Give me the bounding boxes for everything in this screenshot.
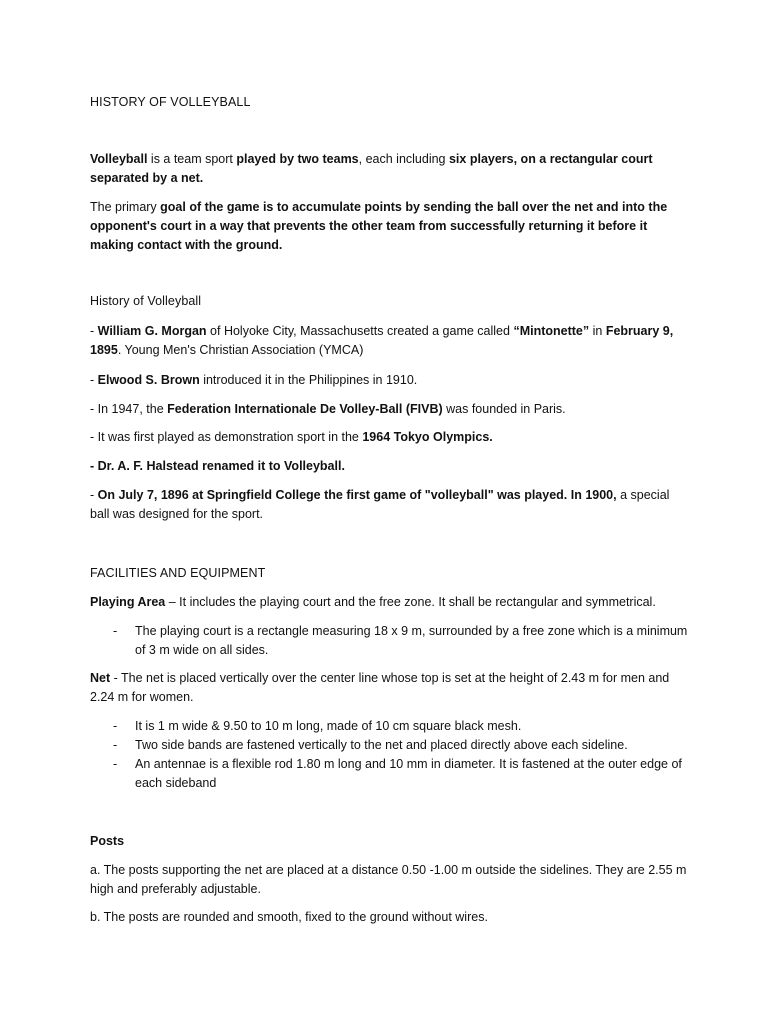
text-run: - — [90, 324, 98, 338]
bold-text-run: - Dr. A. F. Halstead renamed it to Volleyball. — [90, 459, 345, 473]
list-item — [90, 736, 690, 755]
text-run: - — [90, 488, 98, 502]
text-run: in — [589, 324, 606, 338]
dash-bullet: - — [113, 757, 118, 771]
dash-bullet: - — [113, 624, 118, 638]
dash-bullet: - — [113, 738, 118, 752]
bold-text-run: Elwood S. Brown — [97, 373, 200, 387]
bold-text-run: goal of the game is to accumulate points by sending the ball over the net and into the opponent's court in a way that prevents the other team from successfully returning it before it making contact with the ground. — [90, 200, 668, 252]
text-run: The primary — [90, 200, 161, 214]
list-item-text: An antennae is a flexible rod 1.80 m long and 10 mm in diameter. It is fastened at the outer edge of each sideband — [135, 757, 682, 790]
text-run: was founded in Paris. — [442, 402, 566, 416]
net-label: Net — [90, 671, 111, 685]
text-run: is a team sport — [147, 152, 237, 166]
bold-text-run: Posts — [90, 834, 125, 848]
history-item-halstead — [90, 457, 690, 476]
list-item-text: Two side bands are fastened vertically to the net and placed directly above each sideline. — [135, 738, 628, 752]
list-item — [90, 755, 690, 793]
intro-paragraph-2 — [90, 198, 690, 255]
list-item-text: The playing court is a rectangle measuring 18 x 9 m, surrounded by a free zone which is a minimum of 3 m wide on all sides. — [135, 624, 688, 657]
dash-bullet: - — [113, 719, 118, 733]
text-run: - — [90, 373, 98, 387]
bold-text-run: Federation Internationale De Volley-Ball (FIVB) — [167, 402, 443, 416]
history-item-brown — [90, 371, 690, 390]
text-run: of Holyoke City, Massachusetts created a game called — [206, 324, 514, 338]
document-title: HISTORY OF VOLLEYBALL — [90, 95, 251, 109]
posts-paragraph-b: b. The posts are rounded and smooth, fixed to the ground without wires. — [90, 910, 488, 924]
text-run: introduced it in the Philippines in 1910. — [199, 373, 418, 387]
facilities-heading: FACILITIES AND EQUIPMENT — [90, 566, 266, 580]
playing-area-paragraph — [90, 593, 690, 612]
list-item-text: It is 1 m wide & 9.50 to 10 m long, made of 10 cm square black mesh. — [135, 719, 522, 733]
intro-paragraph-1 — [90, 150, 690, 188]
bold-text-run: played by two teams — [236, 152, 359, 166]
volleyball-term: Volleyball — [90, 152, 148, 166]
history-item-fivb — [90, 400, 690, 419]
bold-text-run: “Mintonette” — [513, 324, 590, 338]
history-item-olympics — [90, 428, 690, 447]
bold-text-run: On July 7, 1896 at Springfield College the first game of "volleyball" was played. In 1900, — [97, 488, 617, 502]
text-run: , each including — [358, 152, 449, 166]
net-paragraph — [90, 669, 690, 707]
history-heading: History of Volleyball — [90, 294, 202, 308]
text-run: a special ball was designed for the sport. — [90, 488, 670, 521]
playing-area-list — [90, 622, 690, 660]
text-run: - In 1947, the — [90, 402, 168, 416]
text-run: . Young Men's Christian Association (YMCA) — [117, 343, 364, 357]
net-list — [90, 717, 690, 793]
list-item — [90, 622, 690, 660]
bold-text-run: William G. Morgan — [97, 324, 207, 338]
bold-text-run: 1964 Tokyo Olympics. — [362, 430, 493, 444]
text-run: - The net is placed vertically over the center line whose top is set at the height of 2.43 m for men and 2.24 m for women. — [90, 671, 670, 704]
list-item — [90, 717, 690, 736]
playing-area-label: Playing Area — [90, 595, 166, 609]
bold-text-run: six players, on a rectangular court separated by a net. — [90, 152, 653, 185]
history-item-springfield — [90, 486, 690, 524]
history-item-morgan — [90, 322, 690, 360]
text-run: – It includes the playing court and the free zone. It shall be rectangular and symmetrical. — [165, 595, 656, 609]
posts-paragraph-a: a. The posts supporting the net are placed at a distance 0.50 -1.00 m outside the sidelines. They are 2.55 m high and preferably adjustable. — [90, 863, 687, 896]
text-run: - It was first played as demonstration sport in the — [90, 430, 363, 444]
bold-text-run: February 9, 1895 — [90, 324, 674, 357]
posts-heading — [90, 832, 690, 851]
